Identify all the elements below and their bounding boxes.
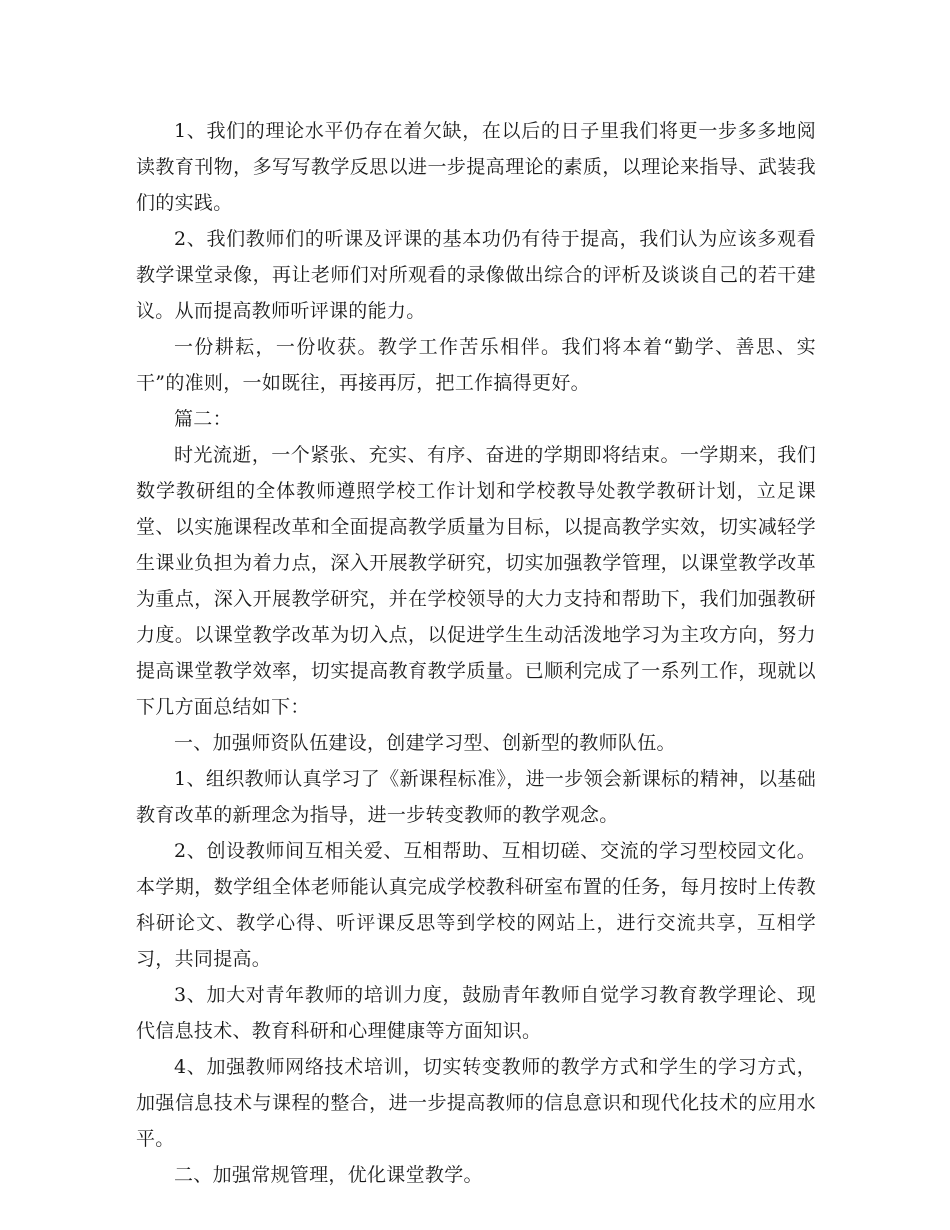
section-heading-part-two: 篇二：: [174, 408, 232, 430]
document-body: [136, 113, 816, 1193]
paragraph-3: 一份耕耘，一份收获。教学工作苦乐相伴。我们将本着“勤学、善思、实干”的准则，一如既往，再接再厉，把工作搞得更好。: [136, 336, 816, 394]
paragraph-8: 2、创设教师间互相关爱、互相帮助、互相切磋、交流的学习型校园文化。本学期，数学组全体老师能认真完成学校教科研室布置的任务，每月按时上传教科研论文、教学心得、听评课反思等到学校的网站上，进行交流共享，互相学习，共同提高。: [136, 840, 816, 970]
paragraph-7: 1、组织教师认真学习了《新课程标准》，进一步领会新课标的精神，以基础教育改革的新理念为指导，进一步转变教师的教学观念。: [136, 768, 816, 826]
paragraph-10: 4、加强教师网络技术培训，切实转变教师的教学方式和学生的学习方式，加强信息技术与课程的整合，进一步提高教师的信息意识和现代化技术的应用水平。: [136, 1056, 816, 1150]
paragraph-5: 时光流逝，一个紧张、充实、有序、奋进的学期即将结束。一学期来，我们数学教研组的全体教师遵照学校工作计划和学校教导处教学教研计划，立足课堂、以实施课程改革和全面提高教学质量为目标，以提高教学实效，切实减轻学生课业负担为着力点，深入开展教学研究，切实加强教学管理，以课堂教学改革为重点，深入开展教学研究，并在学校领导的大力支持和帮助下，我们加强教研力度。以课堂教学改革为切入点，以促进学生生动活泼地学习为主攻方向，努力提高课堂教学效率，切实提高教育教学质量。已顺利完成了一系列工作，现就以下几方面总结如下：: [136, 444, 816, 718]
paragraph-9: 3、加大对青年教师的培训力度，鼓励青年教师自觉学习教育教学理论、现代信息技术、教育科研和心理健康等方面知识。: [136, 984, 816, 1042]
section-heading-1: 一、加强师资队伍建设，创建学习型、创新型的教师队伍。: [174, 732, 676, 754]
paragraph-1: 1、我们的理论水平仍存在着欠缺，在以后的日子里我们将更一步多多地阅读教育刊物，多写写教学反思以进一步提高理论的素质，以理论来指导、武装我们的实践。: [136, 120, 816, 214]
paragraph-2: 2、我们教师们的听课及评课的基本功仍有待于提高，我们认为应该多观看教学课堂录像，再让老师们对所观看的录像做出综合的评析及谈谈自己的若干建议。从而提高教师听评课的能力。: [136, 228, 816, 322]
section-heading-2: 二、加强常规管理，优化课堂教学。: [174, 1164, 483, 1186]
